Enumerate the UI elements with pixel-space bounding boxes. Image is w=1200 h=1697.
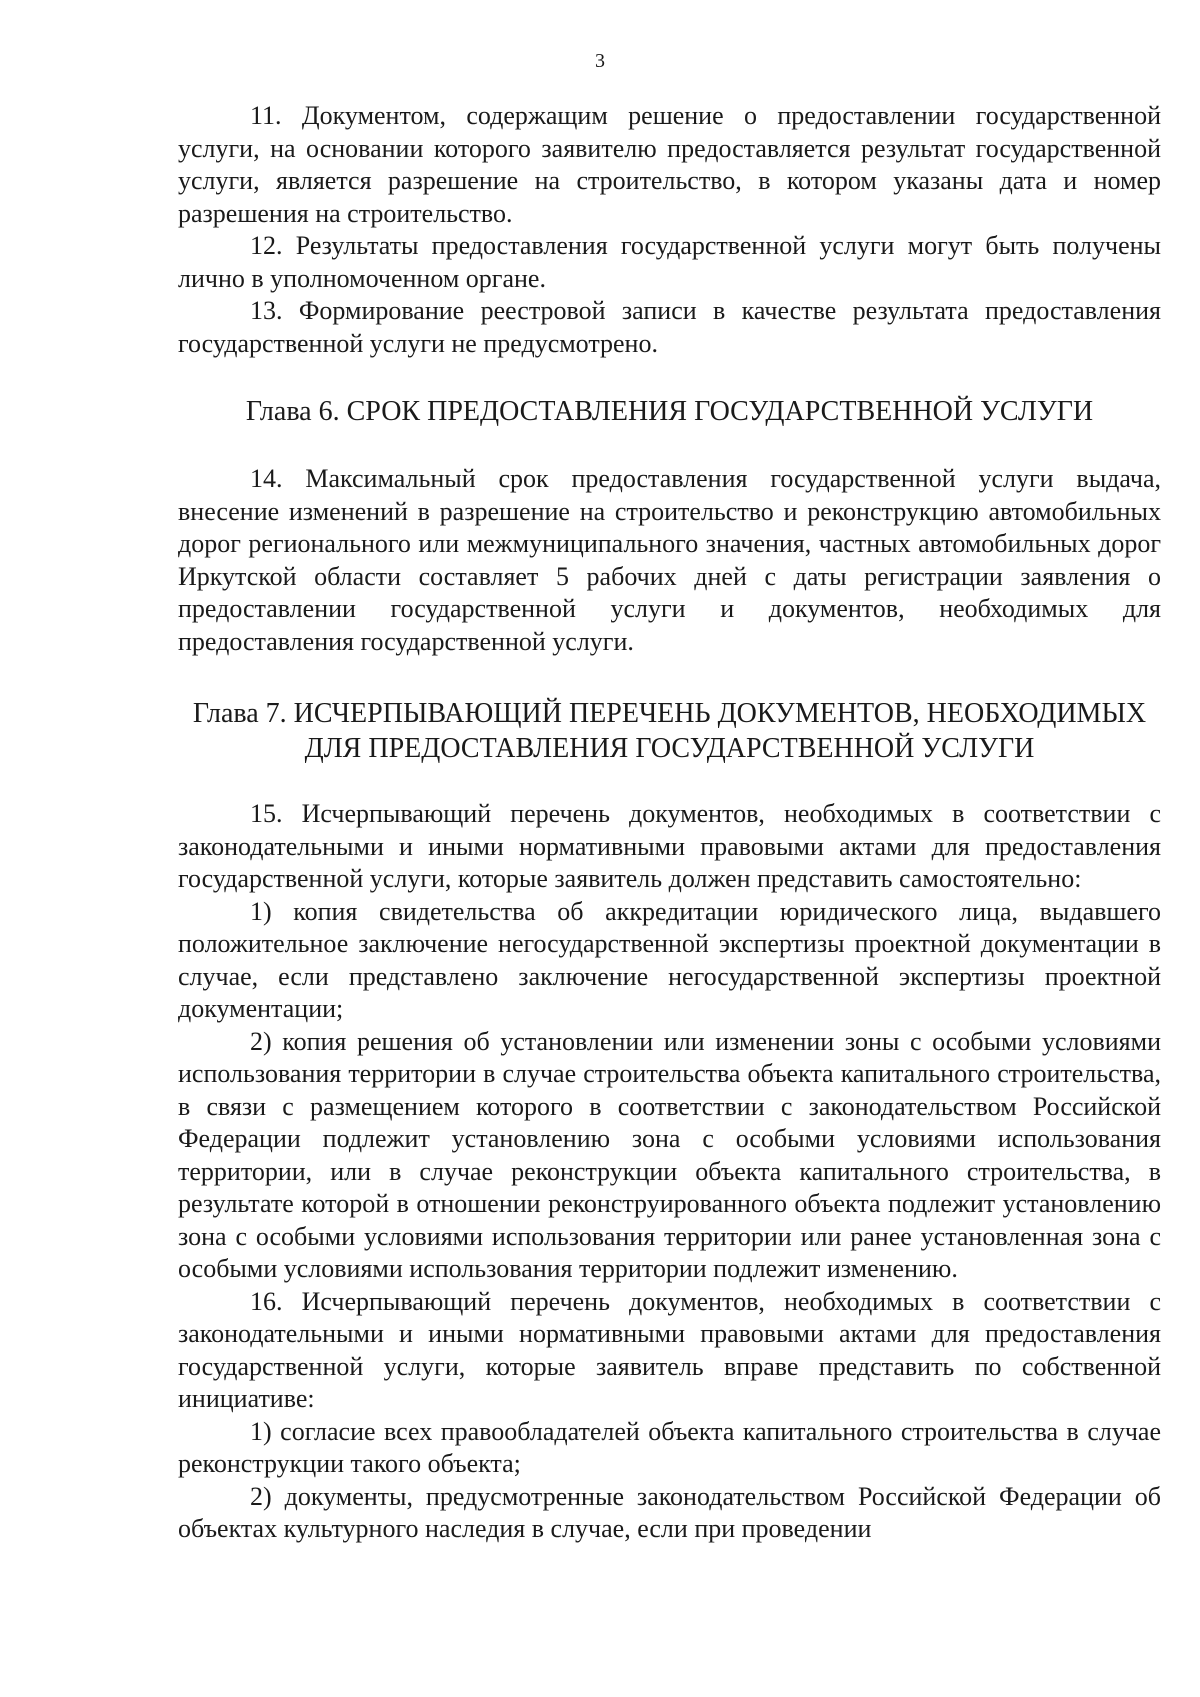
chapter-7-heading: Глава 7. ИСЧЕРПЫВАЮЩИЙ ПЕРЕЧЕНЬ ДОКУМЕНТОВ, НЕОБХОДИМЫХ ДЛЯ ПРЕДОСТАВЛЕНИЯ ГОСУДАРСТВЕННОЙ УСЛУГИ xyxy=(192,698,1147,764)
document-body xyxy=(178,100,1161,1546)
paragraph-13: 13. Формирование реестровой записи в качестве результата предоставления государственной услуги не предусмотрено. xyxy=(178,296,1161,358)
paragraph-15-item-2: 2) копия решения об установлении или изменении зоны с особыми условиями использования территории в случае строительства объекта капитального строительства, в связи с размещением которого в соответствии с законодательством Российской Федерации подлежит установлению зона с особыми условиями использования территории, или в случае реконструкции объекта капитального строительства, в результате которой в отношении реконструированного объекта подлежит установлению зона с особыми условиями использования территории или ранее установленная зона с особыми условиями использования территории подлежит изменению. xyxy=(178,1026,1161,1283)
paragraph-14: 14. Максимальный срок предоставления государственной услуги выдача, внесение изменений в разрешение на строительство и реконструкцию автомобильных дорог регионального или межмуниципального значения, частных автомобильных дорог Иркутской области составляет 5 рабочих дней с даты регистрации заявления о предоставлении государственной услуги и документов, необходимых для предоставления государственной услуги. xyxy=(178,464,1161,656)
paragraph-16-item-2: 2) документы, предусмотренные законодательством Российской Федерации об объектах культурного наследия в случае, если при проведении xyxy=(178,1481,1161,1543)
paragraph-15: 15. Исчерпывающий перечень документов, необходимых в соответствии с законодательными и иными нормативными правовыми актами для предоставления государственной услуги, которые заявитель должен представить самостоятельно: xyxy=(178,799,1161,893)
paragraph-16: 16. Исчерпывающий перечень документов, необходимых в соответствии с законодательными и иными нормативными правовыми актами для предоставления государственной услуги, которые заявитель вправе представить по собственной инициативе: xyxy=(178,1286,1161,1413)
page-number: 3 xyxy=(595,50,605,72)
paragraph-12: 12. Результаты предоставления государственной услуги могут быть получены лично в уполномоченном органе. xyxy=(178,231,1161,293)
chapter-6-heading: Глава 6. СРОК ПРЕДОСТАВЛЕНИЯ ГОСУДАРСТВЕННОЙ УСЛУГИ xyxy=(245,396,1094,427)
paragraph-15-item-1: 1) копия свидетельства об аккредитации юридического лица, выдавшего положительное заключение негосударственной экспертизы проектной документации в случае, если представлено заключение негосударственной экспертизы проектной документации; xyxy=(178,896,1161,1023)
paragraph-11: 11. Документом, содержащим решение о предоставлении государственной услуги, на основании которого заявителю предоставляется результат государственной услуги, является разрешение на строительство, в котором указаны дата и номер разрешения на строительство. xyxy=(178,101,1161,228)
paragraph-16-item-1: 1) согласие всех правообладателей объекта капитального строительства в случае реконструкции такого объекта; xyxy=(178,1416,1161,1478)
